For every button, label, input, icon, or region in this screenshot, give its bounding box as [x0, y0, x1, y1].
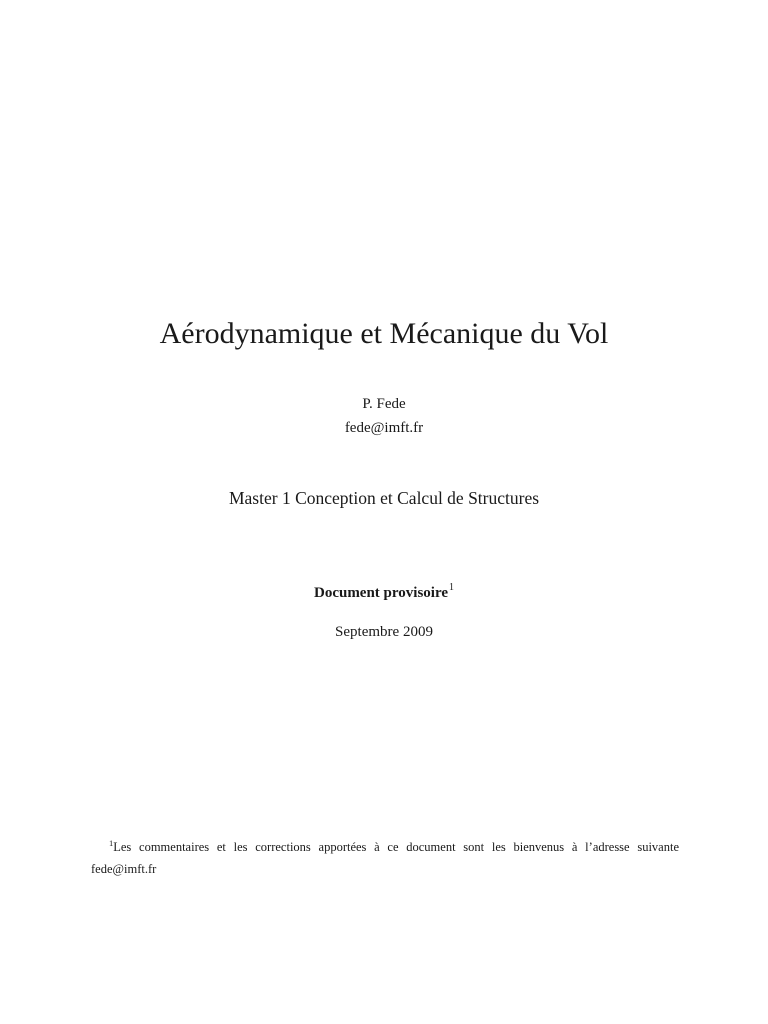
footnote-reference: 1: [449, 582, 455, 593]
author-name: P. Fede: [362, 396, 406, 412]
document-status-label: Document provisoire: [313, 585, 449, 601]
document-title: Aérodynamique et Mécanique du Vol: [159, 317, 609, 350]
document-status: [0, 582, 768, 606]
author-email: fede@imft.fr: [344, 420, 424, 436]
document-date: Septembre 2009: [335, 624, 433, 640]
footnote: [91, 837, 679, 880]
footnote-mark: 1: [109, 838, 114, 848]
program-name: Master 1 Conception et Calcul de Structures: [228, 488, 540, 508]
footnote-text: Les commentaires et les corrections apportées à ce document sont les bienvenus à l’adresse suivante fede@imft.fr: [91, 840, 679, 876]
